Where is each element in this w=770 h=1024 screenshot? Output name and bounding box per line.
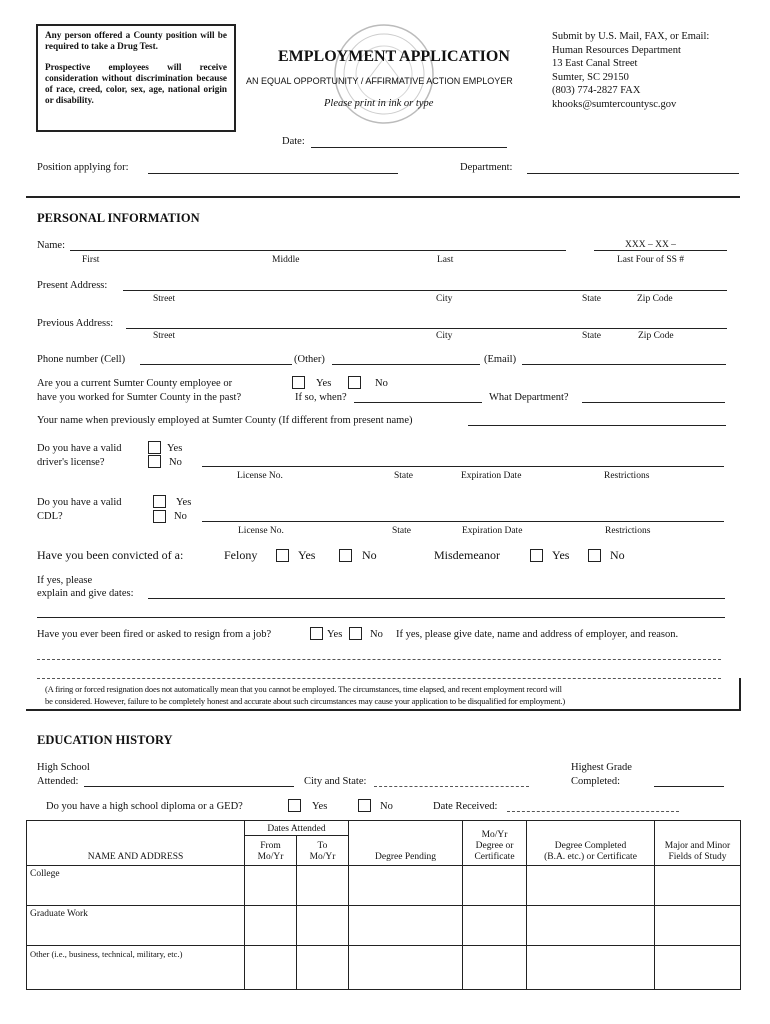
state-caption: State (582, 294, 601, 304)
table-cell[interactable] (297, 866, 349, 906)
row-college-label: College (27, 866, 245, 906)
county-seal-icon (332, 22, 436, 126)
col-moyr-line2: Degree or (475, 841, 514, 851)
no-label: No (375, 378, 388, 389)
table-cell[interactable] (297, 906, 349, 946)
license-question-line2: driver's license? (37, 457, 105, 468)
previous-name-label: Your name when previously employed at Sumter County (If different from present name) (37, 415, 413, 426)
zip-caption: Zip Code (637, 294, 673, 304)
yes-label: Yes (298, 548, 316, 562)
what-department-label: What Department? (489, 392, 569, 403)
table-cell[interactable] (463, 906, 527, 946)
col-degree-pending: Degree Pending (349, 821, 463, 866)
if-so-label: If so, when? (295, 392, 347, 403)
table-cell[interactable] (463, 866, 527, 906)
table-cell[interactable] (297, 946, 349, 990)
phone-cell-field[interactable] (140, 364, 292, 365)
disclaimer-rule (739, 678, 741, 709)
table-cell[interactable] (245, 906, 297, 946)
date-field[interactable] (311, 147, 507, 148)
ssn-field[interactable] (594, 250, 727, 251)
grade-label-line1: Highest Grade (571, 762, 632, 773)
high-school-label-line1: High School (37, 762, 90, 773)
explain-label-line1: If yes, please (37, 575, 93, 586)
form-subtitle: AN EQUAL OPPORTUNITY / AFFIRMATIVE ACTION EMPLOYER (246, 76, 513, 86)
no-label: No (169, 457, 182, 468)
yes-label: Yes (327, 629, 343, 640)
last-caption: Last (437, 255, 454, 265)
col-from-line2: Mo/Yr (257, 852, 284, 862)
cdl-yes-checkbox[interactable] (153, 495, 166, 508)
city-state-field[interactable] (374, 786, 529, 787)
diploma-no-checkbox[interactable] (358, 799, 371, 812)
phone-cell-label: Phone number (Cell) (37, 354, 126, 365)
fired-detail-label: If yes, please give date, name and address of employer, and reason. (396, 629, 679, 640)
yes-label: Yes (176, 497, 192, 508)
city-caption: City (436, 331, 453, 341)
ssn-caption: Last Four of SS # (617, 255, 685, 265)
table-row (27, 906, 741, 946)
table-cell[interactable] (349, 906, 463, 946)
high-school-label-line2: Attended: (37, 776, 79, 787)
col-name-address: NAME AND ADDRESS (27, 821, 245, 866)
yes-label: Yes (167, 443, 183, 454)
zip-caption: Zip Code (638, 331, 674, 341)
table-cell[interactable] (463, 946, 527, 990)
table-cell[interactable] (245, 946, 297, 990)
table-cell[interactable] (527, 906, 655, 946)
cdl-details-field[interactable] (202, 521, 724, 522)
cdl-question-line1: Do you have a valid (37, 497, 122, 508)
present-address-field[interactable] (123, 290, 727, 291)
table-row (27, 946, 741, 990)
col-completed-line1: Degree Completed (554, 841, 627, 851)
table-cell[interactable] (655, 866, 741, 906)
no-label: No (174, 511, 187, 522)
position-field[interactable] (148, 173, 398, 174)
col-completed-line2: (B.A. etc.) or Certificate (544, 852, 637, 862)
col-major-line1: Major and Minor (664, 841, 731, 851)
license-no-caption: License No. (238, 526, 284, 536)
phone-other-label: (Other) (294, 354, 325, 365)
grade-label-line2: Completed: (571, 776, 620, 787)
employee-yes-checkbox[interactable] (292, 376, 305, 389)
if-so-field[interactable] (354, 402, 482, 403)
employee-no-checkbox[interactable] (348, 376, 361, 389)
col-dates-attended: Dates Attended (245, 821, 349, 836)
education-table (26, 820, 741, 990)
section-divider (26, 709, 741, 711)
expiration-caption: Expiration Date (461, 471, 522, 481)
table-cell[interactable] (655, 946, 741, 990)
personal-info-heading: PERSONAL INFORMATION (37, 211, 200, 225)
high-school-field[interactable] (84, 786, 294, 787)
disclaimer-line1: (A firing or forced resignation does not automatically mean that you cannot be employed. The circumstances, time elapsed, and recent employment record will (45, 684, 562, 694)
explain-label-line2: explain and give dates: (37, 588, 134, 599)
license-no-caption: License No. (237, 471, 283, 481)
cdl-question-line2: CDL? (37, 511, 63, 522)
col-from (245, 836, 297, 866)
table-cell[interactable] (245, 866, 297, 906)
felony-label: Felony (224, 548, 258, 562)
contact-block (552, 30, 709, 111)
table-cell[interactable] (349, 946, 463, 990)
state-caption: State (392, 526, 411, 536)
table-cell[interactable] (349, 866, 463, 906)
fired-yes-checkbox[interactable] (310, 627, 323, 640)
diploma-question: Do you have a high school diploma or a GED? (46, 801, 243, 812)
print-note: Please print in ink or type (324, 98, 434, 109)
col-major-line2: Fields of Study (668, 852, 727, 862)
expiration-caption: Expiration Date (462, 526, 523, 536)
col-major-minor (655, 821, 741, 866)
cdl-no-checkbox[interactable] (153, 510, 166, 523)
col-to-line2: Mo/Yr (309, 852, 336, 862)
name-field[interactable] (70, 250, 566, 251)
city-caption: City (436, 294, 453, 304)
employee-question-line2: have you worked for Sumter County in the past? (37, 392, 242, 403)
department-field[interactable] (527, 173, 739, 174)
contact-line: Human Resources Department (552, 44, 681, 56)
grade-field[interactable] (654, 786, 724, 787)
contact-line: Sumter, SC 29150 (552, 71, 629, 83)
state-caption: State (394, 471, 413, 481)
explain-field[interactable] (148, 598, 725, 599)
name-label: Name: (37, 240, 65, 251)
restrictions-caption: Restrictions (604, 471, 650, 481)
email-field[interactable] (522, 364, 726, 365)
contact-line: (803) 774-2827 FAX (552, 85, 641, 96)
diploma-yes-checkbox[interactable] (288, 799, 301, 812)
misdemeanor-no-checkbox[interactable] (588, 549, 601, 562)
col-moyr-line1: Mo/Yr (481, 830, 508, 840)
table-cell[interactable] (527, 946, 655, 990)
fired-detail-field[interactable] (37, 659, 721, 660)
explain-field-line2[interactable] (37, 617, 725, 618)
section-divider (26, 196, 740, 198)
col-degree-completed (527, 821, 655, 866)
present-address-label: Present Address: (37, 280, 108, 291)
notice-box (36, 24, 236, 132)
drug-test-notice: Any person offered a County position will be required to take a Drug Test. (45, 30, 227, 51)
col-moyr (463, 821, 527, 866)
row-graduate-label: Graduate Work (27, 906, 245, 946)
misdemeanor-yes-checkbox[interactable] (530, 549, 543, 562)
license-details-field[interactable] (202, 466, 724, 467)
position-label: Position applying for: (37, 162, 129, 173)
email-label: (Email) (484, 354, 517, 365)
misdemeanor-label: Misdemeanor (434, 548, 500, 562)
fired-question: Have you ever been fired or asked to resign from a job? (37, 629, 272, 640)
table-cell[interactable] (527, 866, 655, 906)
restrictions-caption: Restrictions (605, 526, 651, 536)
department-label: Department: (460, 162, 513, 173)
no-label: No (610, 548, 625, 562)
disclaimer-line2: be considered. However, failure to be completely honest and accurate about such circumstances may cause your application to be disqualified for employment.) (45, 696, 566, 706)
col-to (297, 836, 349, 866)
col-from-line1: From (260, 841, 281, 851)
no-label: No (380, 801, 393, 812)
date-received-field[interactable] (507, 811, 679, 812)
what-department-field[interactable] (582, 402, 725, 403)
yes-label: Yes (316, 378, 332, 389)
date-label: Date: (282, 136, 305, 147)
no-label: No (362, 548, 377, 562)
table-cell[interactable] (655, 906, 741, 946)
col-moyr-line3: Certificate (474, 852, 515, 862)
contact-line: 13 East Canal Street (552, 58, 638, 69)
previous-address-label: Previous Address: (37, 318, 114, 329)
date-received-label: Date Received: (433, 801, 498, 812)
phone-other-field[interactable] (332, 364, 480, 365)
state-caption: State (582, 331, 601, 341)
license-yes-checkbox[interactable] (148, 441, 161, 454)
street-caption: Street (153, 331, 176, 341)
contact-line: Submit by U.S. Mail, FAX, or Email: (552, 31, 710, 42)
equal-opportunity-notice: Prospective employees will receive consideration without discrimination because of race, creed, color, sex, age, national origin or disability. (45, 62, 227, 105)
col-to-line1: To (317, 841, 328, 851)
yes-label: Yes (552, 548, 570, 562)
previous-address-field[interactable] (126, 328, 727, 329)
convicted-question: Have you been convicted of a: (37, 548, 184, 562)
row-other-label: Other (i.e., business, technical, military, etc.) (27, 946, 245, 990)
felony-no-checkbox[interactable] (339, 549, 352, 562)
ssn-prefix: XXX – XX – (625, 240, 676, 250)
fired-detail-field-line2[interactable] (37, 678, 721, 679)
form-title: EMPLOYMENT APPLICATION (278, 48, 510, 65)
education-heading: EDUCATION HISTORY (37, 733, 173, 747)
previous-name-field[interactable] (468, 425, 726, 426)
yes-label: Yes (312, 801, 328, 812)
city-state-label: City and State: (304, 776, 367, 787)
employee-question-line1: Are you a current Sumter County employee or (37, 378, 233, 389)
no-label: No (370, 629, 383, 640)
table-header-row (27, 821, 741, 836)
middle-caption: Middle (272, 255, 300, 265)
felony-yes-checkbox[interactable] (276, 549, 289, 562)
fired-no-checkbox[interactable] (349, 627, 362, 640)
street-caption: Street (153, 294, 176, 304)
table-row (27, 866, 741, 906)
license-question-line1: Do you have a valid (37, 443, 122, 454)
first-caption: First (82, 255, 100, 265)
license-no-checkbox[interactable] (148, 455, 161, 468)
contact-email: khooks@sumtercountysc.gov (552, 98, 677, 110)
